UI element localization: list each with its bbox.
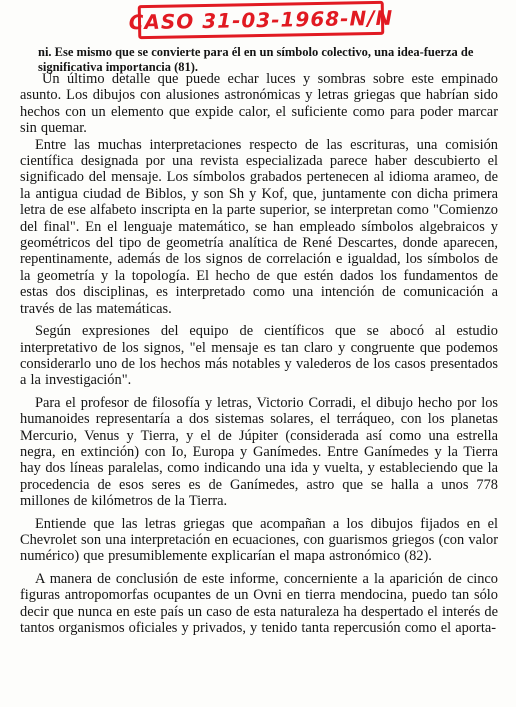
- paragraph-2: Entre las muchas interpretaciones respecto de las escrituras, una comisión científica designada por una revista especializada parece haber descubierto el significado del mensaje. Los símbolos grabados pertenecen al idioma arameo, de la antigua ciudad de Biblos, y son Sh y Kof, que, juntamente con dicha primera letra de ese alfabeto inscripta en la parte superior, se interpretan como "Comienzo del final". En el lenguaje matemático, se han empleado símbolos algebraicos y geométricos del tipo de geometría analítica de René Descartes, donde aparecen, repentinamente, además de los signos de correlación e igualdad, los símbolos de la geometría y la topología. El hecho de que estén dados los fundamentos de estas dos disciplinas, es interpretado como una intención de comunicación a través de las matemáticas.: [20, 136, 498, 317]
- continued-fragment: ni. Ese mismo que se convierte para él en un símbolo colectivo, una idea-fuerza de significativa importancia (81).: [38, 44, 474, 74]
- paragraph-5: Entiende que las letras griegas que acompañan a los dibujos fijados en el Chevrolet son una interpretación en ecuaciones, con guarismos griegos (con valor numérico) que presumiblemente explicarían el mapa astronómico (82).: [20, 515, 498, 565]
- paragraph-1: Un último detalle que puede echar luces y sombras sobre este empinado asunto. Los dibujos con alusiones astronómicas y letras griegas que habrían sido hechos con un elemento que expide calor, el suficiente como para poder marcar sin quemar.: [20, 71, 498, 137]
- paragraph-6: A manera de conclusión de este informe, concerniente a la aparición de cinco figuras antropomorfas ocupantes de un Ovni en tierra mendocina, puedo tan sólo decir que nunca en este país un caso de esta naturaleza ha despertado el interés de tantos organismos oficiales y privados, y tenido tanta repercusión como el aporta-: [20, 570, 498, 636]
- case-stamp: CASO 31-03-1968-N/N: [138, 1, 385, 39]
- article-body: [20, 71, 498, 636]
- paragraph-4: Para el profesor de filosofía y letras, Victorio Corradi, el dibujo hecho por los humanoides representaría a dos sistemas solares, el terráqueo, con los planetas Mercurio, Venus y Tierra, y el de Júpiter (considerada así como una estrella negra, en extinción) con Io, Europa y Ganímedes. Entre Ganímedes y la Tierra hay dos líneas paralelas, como indicando una ida y vuelta, y estableciendo que la procedencia de esos seres es de Ganímedes, astro que se halla a unos 778 millones de kilómetros de la Tierra.: [20, 394, 498, 510]
- paragraph-3: Según expresiones del equipo de científicos que se abocó al estudio interpretativo de los signos, "el mensaje es tan claro y congruente que podemos considerarlo uno de los hechos más notables y valederos de los casos presentados a la investigación".: [20, 323, 498, 389]
